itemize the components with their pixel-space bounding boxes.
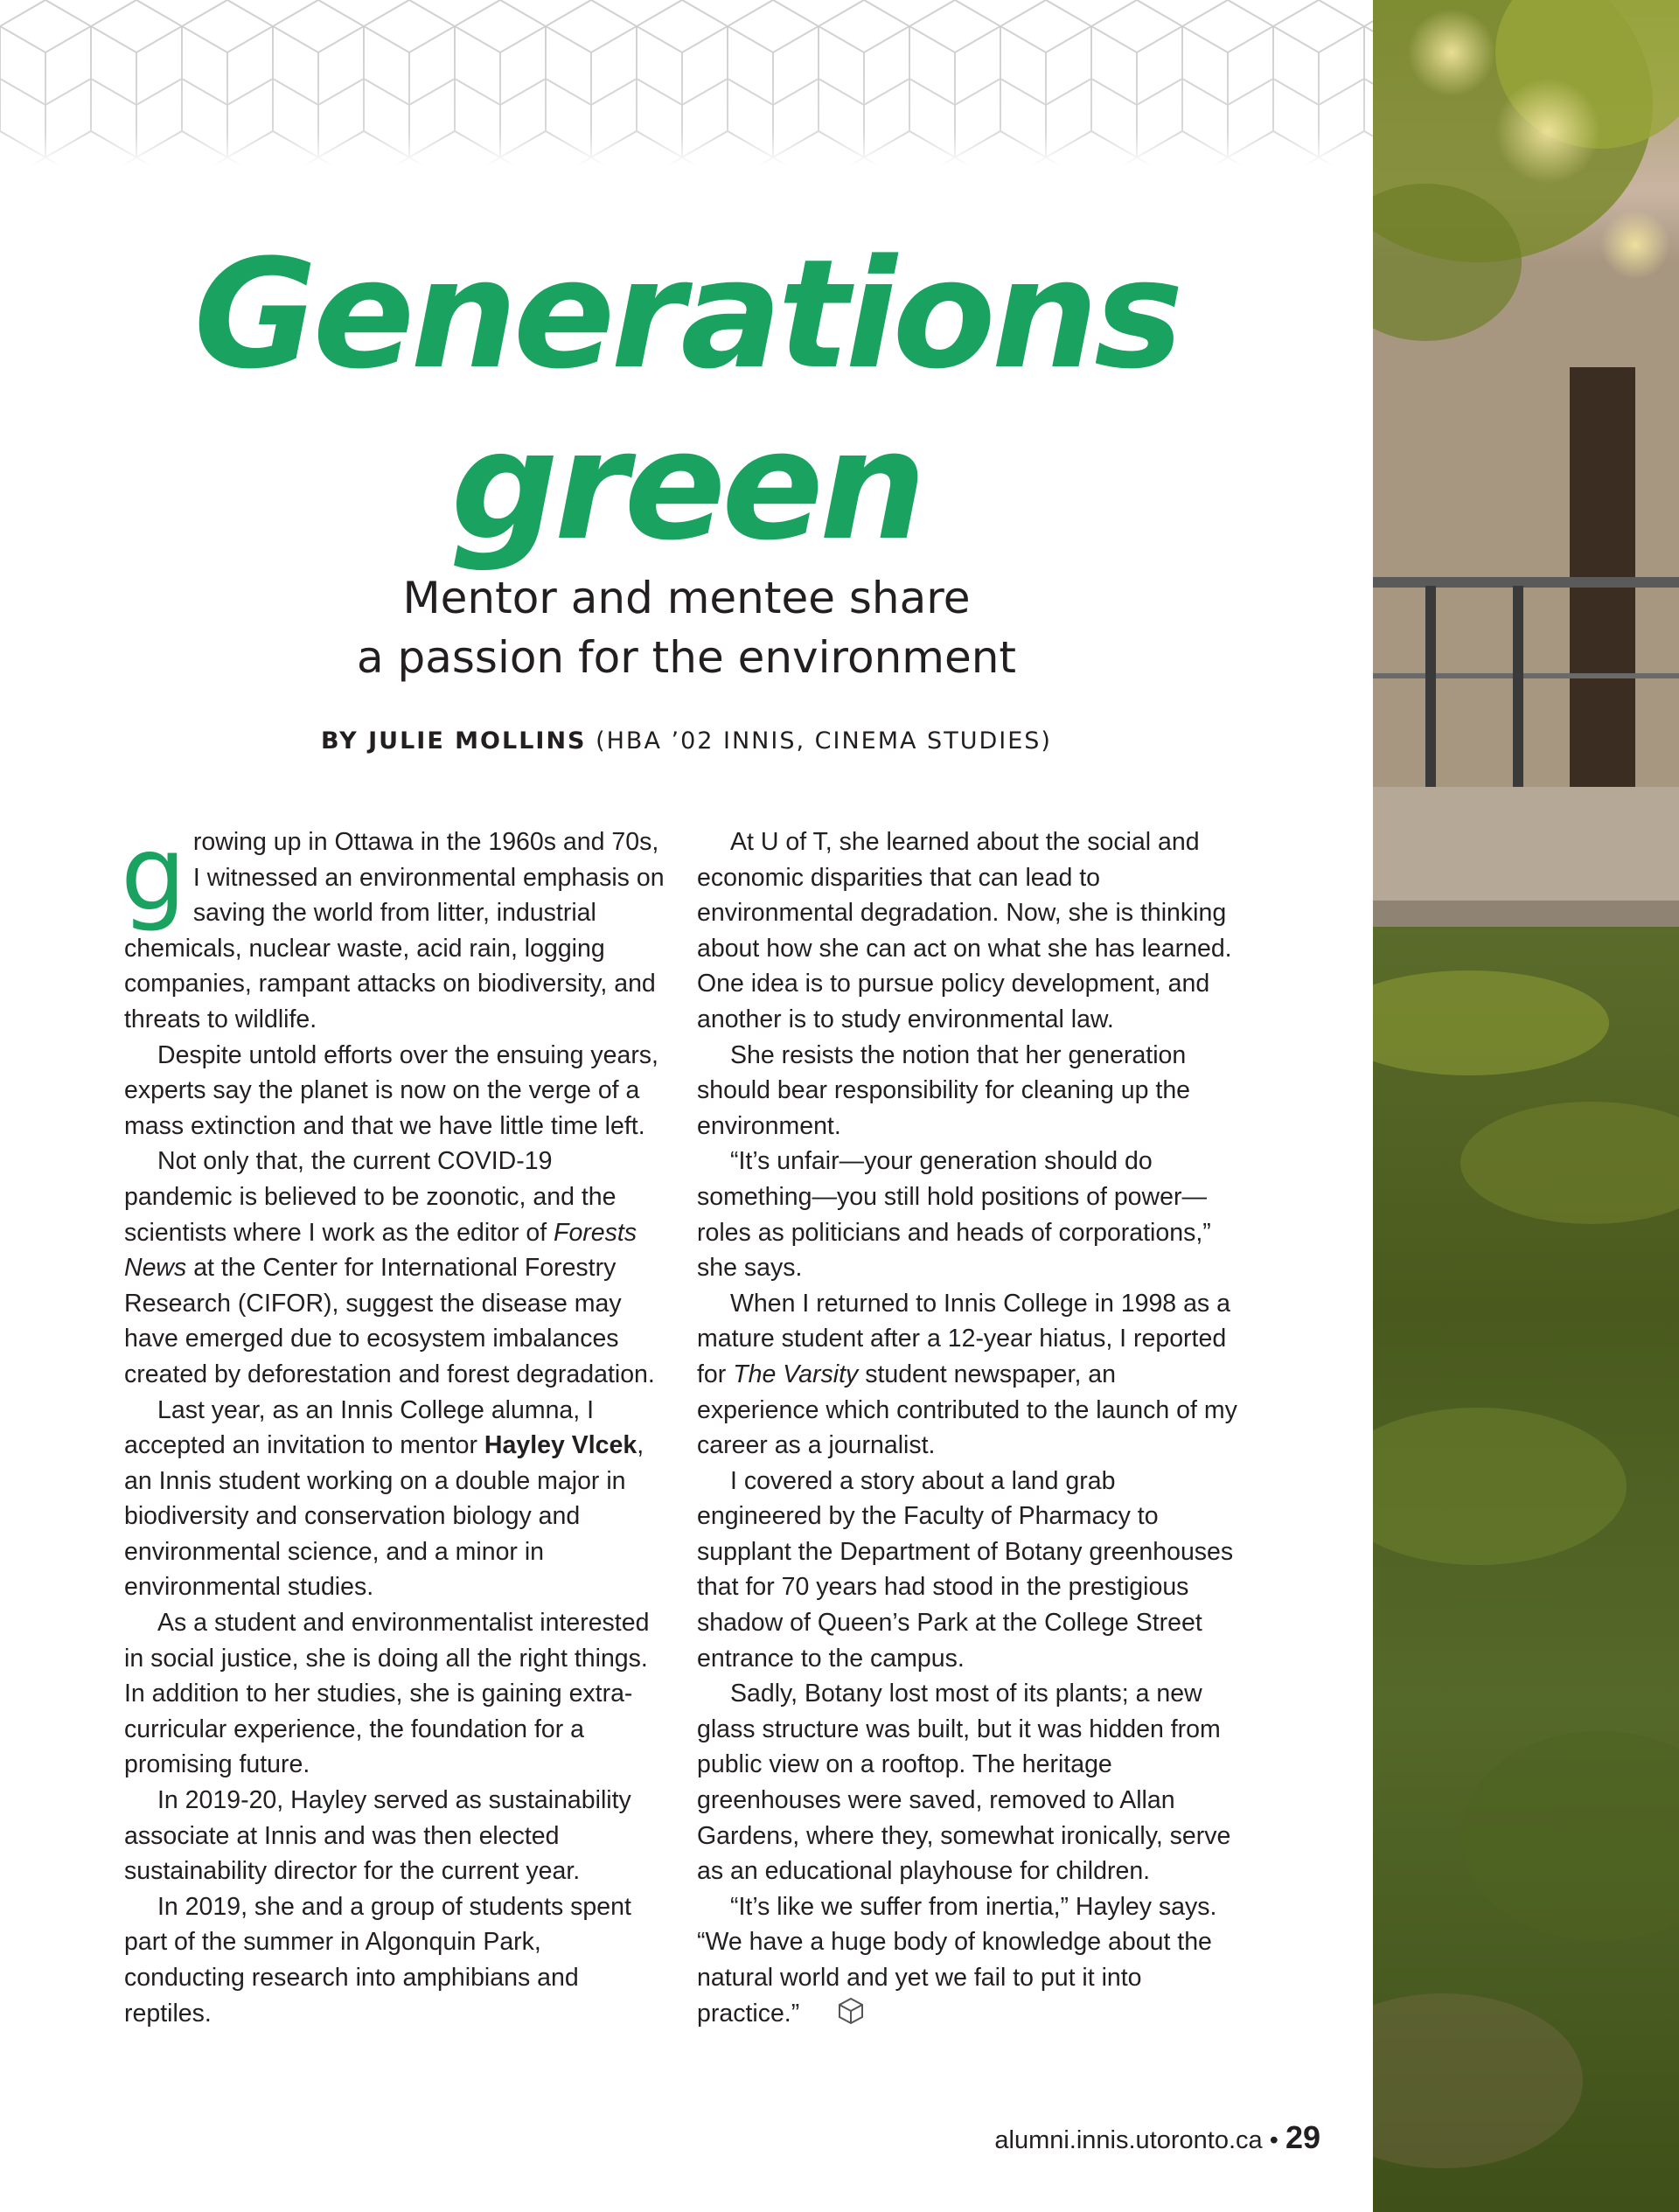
paragraph: At U of T, she learned about the social and economic disparities that can lead to environmental degradation. Now, she is thinking about how she can act on what she has learned. One idea is to pursue policy development, and another is to study environmental law.: [697, 828, 1232, 1033]
paragraph: As a student and environmentalist interested in social justice, she is doing all the right things. In addition to her studies, she is gaining extra-curricular experience, the foundation for a promising future.: [124, 1609, 650, 1779]
page-footer: [994, 2119, 1320, 2156]
drop-cap: g: [121, 813, 186, 934]
header-cube-pattern: [0, 0, 1373, 166]
publication-title: Forests News: [124, 1218, 637, 1283]
article-title: [122, 226, 1251, 574]
paragraph: “It’s like we suffer from inertia,” Hayley says. “We have a huge body of knowledge about the natural world and yet we fail to put it into practice.”: [697, 1889, 1239, 2035]
paragraph: “It’s unfair—your generation should do something—you still hold positions of power—roles as politicians and heads of corporations,” she says.: [697, 1147, 1211, 1283]
paragraph: When I returned to Innis College in 1998 as a mature student after a 12-year hiatus, I reported for The Varsity student newspaper, an experience which contributed to the launch of my career as a journalist.: [697, 1289, 1237, 1460]
paragraph: Last year, as an Innis College alumna, I accepted an invitation to mentor Hayley Vlcek, an Innis student working on a double major in biodiversity and conservation biology and environmental science, and a minor in environmental studies.: [124, 1395, 644, 1602]
title-line-2: green: [450, 398, 923, 574]
paragraph: Despite untold efforts over the ensuing years, experts say the planet is now on the verge of a mass extinction and that we have little time left.: [124, 1040, 658, 1140]
article-subtitle: [122, 568, 1251, 687]
footer-url: alumni.innis.utoronto.ca: [994, 2126, 1263, 2154]
byline-author: BY JULIE MOLLINS: [321, 727, 587, 755]
byline-credentials: (HBA ’02 INNIS, CINEMA STUDIES): [596, 727, 1052, 755]
mentee-name: Hayley Vlcek: [484, 1431, 637, 1460]
subtitle-line-1: Mentor and mentee share: [402, 573, 971, 623]
paragraph: In 2019, she and a group of students spent part of the summer in Algonquin Park, conducting research into amphibians and reptiles.: [124, 1892, 631, 2028]
article-column-left: [121, 813, 666, 2031]
cube-icon: [805, 1997, 864, 2035]
paragraph: Not only that, the current COVID-19 pandemic is believed to be zoonotic, and the scientists where I work as the editor of Forests News at the Center for International Forestry Research (CIFOR), suggest the disease may have emerged due to ecosystem imbalances created by deforestation and forest degradation.: [124, 1147, 655, 1388]
park-photo: [1373, 0, 1679, 2212]
paragraph: She resists the notion that her generation should bear responsibility for cleaning up the environment.: [697, 1040, 1191, 1140]
title-line-1: Generations: [193, 226, 1180, 402]
paragraph: Sadly, Botany lost most of its plants; a new glass structure was built, but it was hidden from public view on a rooftop. The heritage greenhouses were saved, removed to Allan Gardens, where they, somewhat ironically, serve as an educational playhouse for children.: [697, 1680, 1231, 1886]
article-column-right: [697, 824, 1239, 2035]
page-number: 29: [1285, 2119, 1320, 2155]
subtitle-line-2: a passion for the environment: [356, 632, 1017, 683]
paragraph: I covered a story about a land grab engineered by the Faculty of Pharmacy to supplant the Department of Botany greenhouses that for 70 years had stood in the prestigious shadow of Queen’s Park at the College Street entrance to the campus.: [697, 1466, 1234, 1673]
byline: [122, 727, 1251, 755]
footer-separator: •: [1269, 2126, 1278, 2154]
publication-title: The Varsity: [733, 1360, 859, 1388]
paragraph: In 2019-20, Hayley served as sustainability associate at Innis and was then elected sustainability director for the current year.: [124, 1786, 631, 1886]
paragraph: growing up in Ottawa in the 1960s and 70s, I witnessed an environmental emphasis on saving the world from litter, industrial chemicals, nuclear waste, acid rain, logging companies, rampant attacks on biodiversity, and threats to wildlife.: [121, 813, 665, 1033]
